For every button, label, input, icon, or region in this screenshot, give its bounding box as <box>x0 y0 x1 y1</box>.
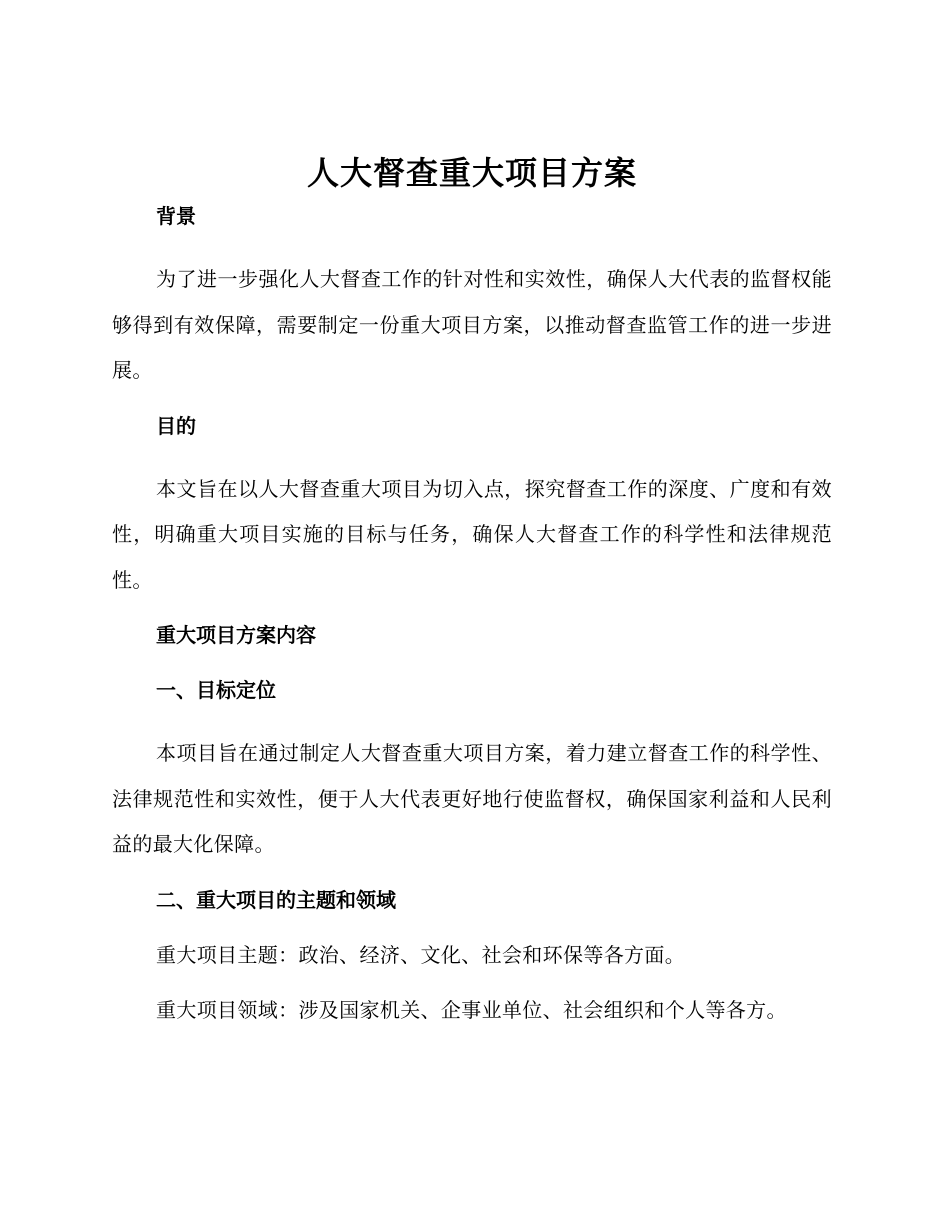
document-page <box>112 150 832 1051</box>
field-line: 重大项目领域：涉及国家机关、企事业单位、社会组织和个人等各方。 <box>156 997 787 1022</box>
purpose-heading: 目的 <box>156 413 196 438</box>
goal-paragraph: 本项目旨在通过制定人大督查重大项目方案，着力建立督查工作的科学性、法律规范性和实效性，便于人大代表更好地行使监督权，确保国家利益和人民利益的最大化保障。 <box>112 741 832 856</box>
purpose-paragraph: 本文旨在以人大督查重大项目为切入点，探究督查工作的深度、广度和有效性，明确重大项目实施的目标与任务，确保人大督查工作的科学性和法律规范性。 <box>112 476 832 592</box>
document-title: 人大督查重大项目方案 <box>306 154 637 192</box>
background-heading: 背景 <box>156 204 196 228</box>
goal-heading: 一、目标定位 <box>156 678 276 702</box>
content-heading: 重大项目方案内容 <box>156 623 316 647</box>
theme-line: 重大项目主题：政治、经济、文化、社会和环保等各方面。 <box>156 942 686 967</box>
background-paragraph: 为了进一步强化人大督查工作的针对性和实效性，确保人大代表的监督权能够得到有效保障，需要制定一份重大项目方案，以推动督查监管工作的进一步进展。 <box>112 267 832 382</box>
theme-heading: 二、重大项目的主题和领域 <box>156 887 396 912</box>
